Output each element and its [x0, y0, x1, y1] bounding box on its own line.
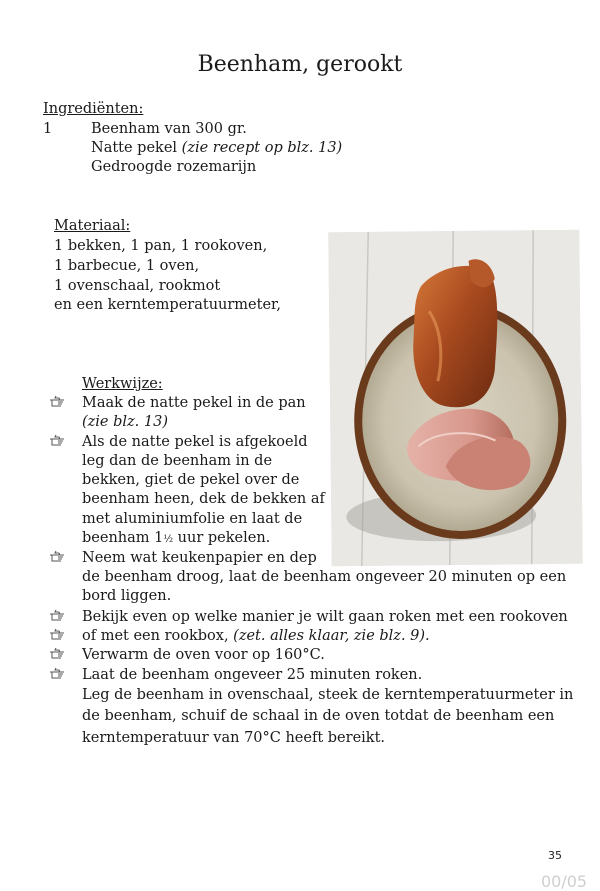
step-text: leg dan de beenham in de	[82, 453, 273, 469]
step-text-part: beenham 1	[82, 530, 164, 546]
material-line: 1 bekken, 1 pan, 1 rookoven,	[54, 238, 268, 254]
ingredient-item	[91, 139, 342, 158]
step-text: Laat de beenham ongeveer 25 minuten roken.	[82, 667, 423, 683]
step-text: Leg de beenham in ovenschaal, steek de kerntemperatuurmeter in	[82, 687, 574, 703]
ingredients-heading: Ingrediënten:	[43, 101, 144, 117]
step-text-part: of met een rookbox,	[82, 628, 234, 644]
recipe-reference: (zie recept op blz. 13)	[181, 140, 343, 156]
step-text: bord liggen.	[82, 588, 172, 604]
step-text: beenham heen, dek de bekken af	[82, 491, 325, 507]
material-line: 1 ovenschaal, rookmot	[54, 278, 221, 294]
pointing-hand-icon	[49, 394, 67, 408]
ingredient-text: Natte pekel	[91, 140, 182, 156]
smoked-ham-illustration	[328, 230, 582, 567]
pointing-hand-icon	[49, 433, 67, 447]
step-text: met aluminiumfolie en laat de	[82, 511, 303, 527]
pointing-hand-icon	[49, 608, 67, 622]
ham-photo	[328, 230, 582, 567]
step-text	[82, 627, 430, 646]
ingredient-item: Beenham van 300 gr.	[91, 121, 247, 137]
step-text: bekken, giet de pekel over de	[82, 472, 300, 488]
recipe-reference: (zet. alles klaar, zie blz. 9).	[233, 628, 430, 644]
pointing-hand-icon	[49, 666, 67, 680]
step-text-part: uur pekelen.	[173, 530, 271, 546]
step-text: de beenham, schuif de schaal in de oven totdat de beenham een	[82, 708, 555, 724]
pointing-hand-icon	[49, 646, 67, 660]
material-line: en een kerntemperatuurmeter,	[54, 297, 281, 313]
step-text: (zie blz. 13)	[82, 414, 169, 430]
method-heading: Werkwijze:	[82, 376, 163, 392]
step-text: Neem wat keukenpapier en dep	[82, 550, 317, 566]
step-text: Maak de natte pekel in de pan	[82, 395, 306, 411]
step-text: de beenham droog, laat de beenham ongeveer 20 minuten op een	[82, 569, 567, 585]
page-title: Beenham, gerookt	[197, 52, 403, 77]
material-heading: Materiaal:	[54, 218, 131, 234]
material-line: 1 barbecue, 1 oven,	[54, 258, 200, 274]
step-text: Als de natte pekel is afgekoeld	[82, 434, 308, 450]
pointing-hand-icon	[49, 549, 67, 563]
pointing-hand-icon	[49, 627, 67, 641]
step-text: Bekijk even op welke manier je wilt gaan roken met een rookoven	[82, 609, 568, 625]
step-text: Verwarm de oven voor op 160°C.	[82, 647, 325, 663]
corner-page-mark: 00/05	[541, 872, 588, 891]
ingredient-item: Gedroogde rozemarijn	[91, 159, 257, 175]
fraction: ½	[163, 534, 174, 545]
page-number: 35	[548, 849, 562, 862]
ingredient-quantity: 1	[43, 121, 53, 137]
step-text: kerntemperatuur van 70°C heeft bereikt.	[82, 730, 386, 746]
step-text	[82, 529, 270, 549]
